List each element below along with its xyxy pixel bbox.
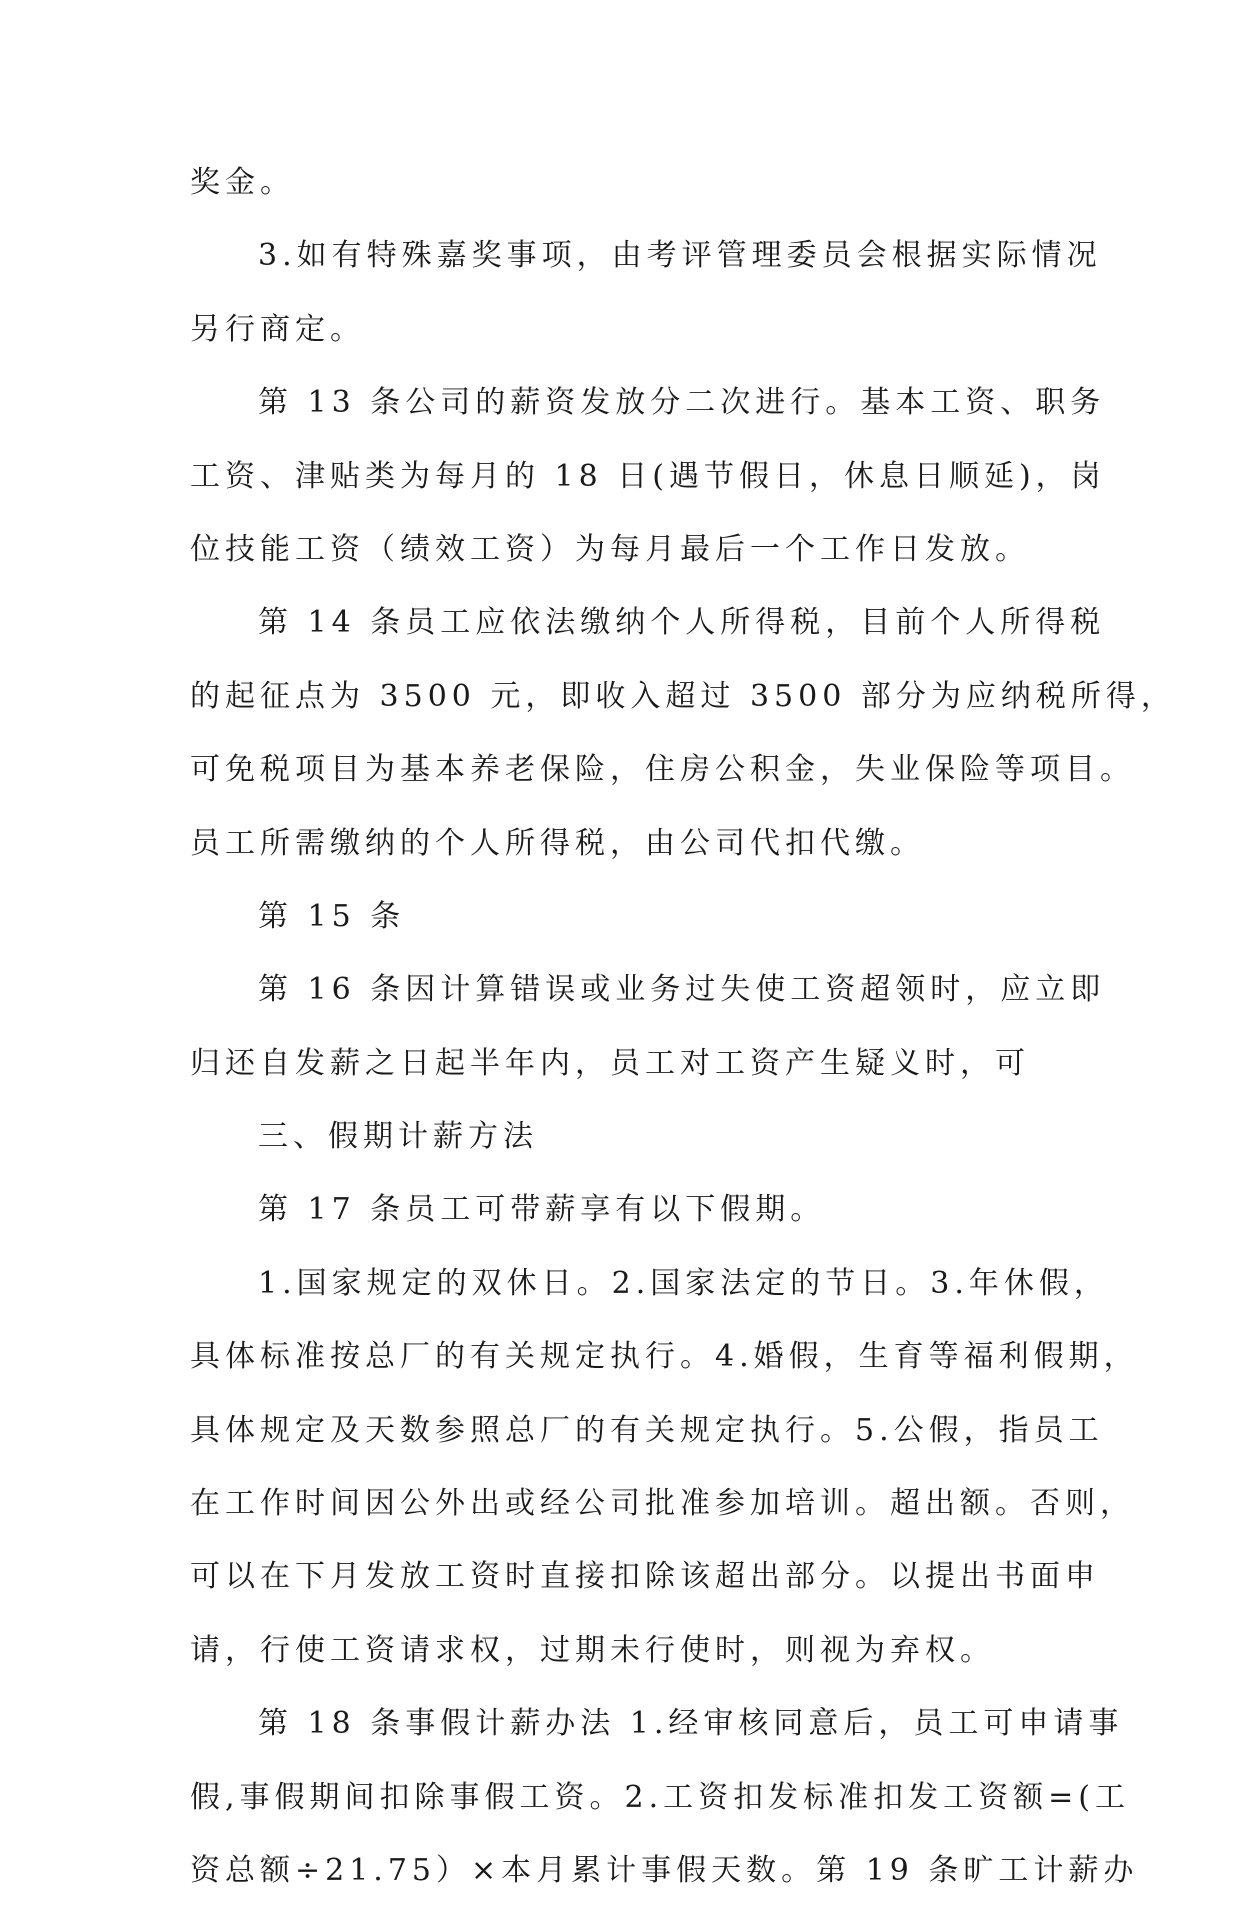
text-line: 具体规定及天数参照总厂的有关规定执行。5.公假，指员工	[190, 1412, 1104, 1448]
text-line: 工资、津贴类为每月的 18 日(遇节假日，休息日顺延)，岗	[190, 458, 1106, 494]
text-line: 假,事假期间扣除事假工资。2.工资扣发标准扣发工资额=(工	[190, 1779, 1130, 1815]
text-line: 可免税项目为基本养老保险，住房公积金，失业保险等项目。	[190, 752, 1135, 788]
text-line: 第 13 条公司的薪资发放分二次进行。基本工资、职务	[258, 385, 1106, 421]
text-line: 在工作时间因公外出或经公司批准参加培训。超出额。否则，	[190, 1486, 1135, 1522]
text-line: 奖金。	[190, 165, 295, 200]
text-line: 第 18 条事假计薪办法 1.经审核同意后，员工可申请事	[258, 1706, 1124, 1742]
text-line: 1.国家规定的双休日。2.国家法定的节日。3.年休假，	[258, 1265, 1109, 1301]
text-line: 第 16 条因计算错误或业务过失使工资超领时，应立即	[258, 972, 1106, 1008]
text-line: 3.如有特殊嘉奖事项，由考评管理委员会根据实际情况	[258, 238, 1102, 274]
text-line: 的起征点为 3500 元，即收入超过 3500 部分为应纳税所得，	[190, 678, 1176, 714]
text-line: 员工所需缴纳的个人所得税，由公司代扣代缴。	[190, 825, 925, 861]
text-line: 位技能工资（绩效工资）为每月最后一个工作日发放。	[190, 531, 1030, 567]
text-line: 第 15 条	[258, 898, 406, 934]
text-line: 第 14 条员工应依法缴纳个人所得税，目前个人所得税	[258, 605, 1106, 641]
text-line: 第 17 条员工可带薪享有以下假期。	[258, 1192, 826, 1228]
section-heading: 三、假期计薪方法	[258, 1119, 538, 1155]
text-line: 请，行使工资请求权，过期未行使时，则视为弃权。	[190, 1632, 995, 1668]
text-line: 可以在下月发放工资时直接扣除该超出部分。以提出书面申	[190, 1559, 1100, 1595]
text-line: 资总额÷21.75）×本月累计事假天数。第 19 条旷工计薪办	[190, 1852, 1139, 1888]
text-line: 归还自发薪之日起半年内，员工对工资产生疑义时，可	[190, 1045, 1030, 1081]
text-line: 具体标准按总厂的有关规定执行。4.婚假，生育等福利假期，	[190, 1339, 1139, 1375]
document-body	[190, 158, 1176, 1919]
text-line: 另行商定。	[190, 311, 365, 347]
